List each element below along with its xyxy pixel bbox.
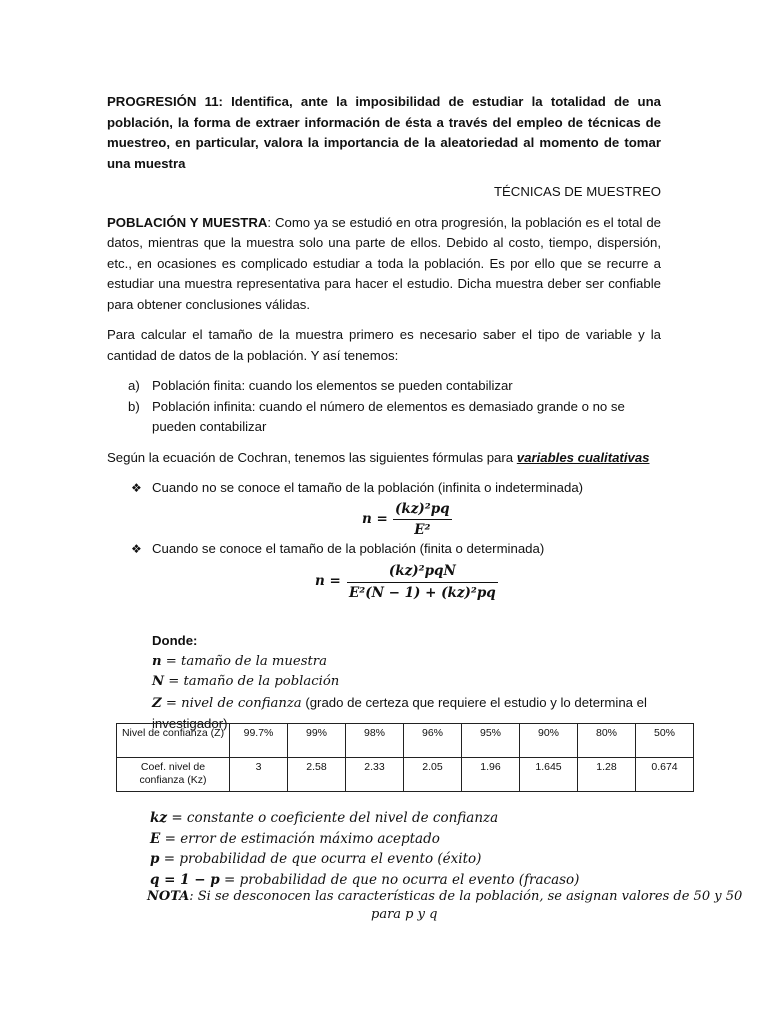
table-row-label: Nivel de confianza (Z) xyxy=(117,724,230,758)
population-type-list xyxy=(107,376,661,438)
table-row-label: Coef. nivel de confianza (Kz) xyxy=(117,758,230,792)
table-cell: 96% xyxy=(404,724,462,758)
calcular-paragraph: Para calcular el tamaño de la muestra primero es necesario saber el tipo de variable y la cantidad de datos de la población. Y así tenemos: xyxy=(107,327,661,363)
table-cell: 80% xyxy=(578,724,636,758)
case-text: Cuando no se conoce el tamaño de la población (infinita o indeterminada) xyxy=(152,480,584,495)
nota-label: NOTA xyxy=(147,889,190,904)
nota-text: : Si se desconocen las características de la población, se asignan valores de 50 y 50 xyxy=(189,889,743,904)
confidence-table xyxy=(116,723,694,792)
poblacion-label: POBLACIÓN Y MUESTRA xyxy=(107,214,268,230)
formula-denominator: E²(N − 1) + (kz)²pq xyxy=(347,582,498,604)
table-cell: 2.58 xyxy=(288,758,346,792)
formula-numerator: (kz)²pqN xyxy=(388,563,456,579)
table-cell: 99% xyxy=(288,724,346,758)
definition: = error de estimación máximo aceptado xyxy=(160,830,440,847)
case-finite xyxy=(107,539,661,560)
nota-line xyxy=(147,887,767,907)
list-item xyxy=(107,376,661,397)
case-infinite xyxy=(107,478,661,499)
table-cell: 1.645 xyxy=(520,758,578,792)
donde-section xyxy=(107,631,661,736)
def-p xyxy=(150,849,768,870)
def-N xyxy=(152,672,661,693)
table-cell: 0.674 xyxy=(636,758,694,792)
def-n xyxy=(152,652,661,673)
table-cell: 1.28 xyxy=(578,758,636,792)
cochran-paragraph xyxy=(107,448,661,469)
formula-numerator: (kz)²pq xyxy=(395,500,450,517)
definition-extra: (grado de certeza que requiere el estudio y lo determina el investigador) xyxy=(152,694,647,731)
def-E xyxy=(150,829,768,850)
table-cell: 2.33 xyxy=(346,758,404,792)
formula-lhs: n = xyxy=(315,573,341,589)
definition: = nivel de confianza xyxy=(161,695,302,711)
list-item-text: Población finita: cuando los elementos se pueden contabilizar xyxy=(152,378,513,393)
section-heading: TÉCNICAS DE MUESTREO xyxy=(493,184,661,199)
symbol: kz xyxy=(150,810,168,826)
document-page xyxy=(107,92,661,736)
diamond-bullet-icon: ❖ xyxy=(131,541,142,556)
symbol: Z xyxy=(152,695,162,711)
table-cell: 90% xyxy=(520,724,578,758)
poblacion-text: : Como ya se estudió en otra progresión, la población es el total de datos, mientras que la muestra solo una parte de ellos. Debido al costo, tiempo, dispersión, etc., en ocasiones es complicado estudiar a toda la población. Es por ello que se recurre a estudiar una muestra representativa para hacer el estudio. Dicha muestra deber ser confiable para obtener conclusiones válidas. xyxy=(107,214,661,312)
list-item xyxy=(107,397,661,438)
table-cell: 2.05 xyxy=(404,758,462,792)
formula-denominator: E² xyxy=(393,519,452,541)
def-kz xyxy=(150,808,768,829)
table-row xyxy=(117,724,694,758)
diamond-bullet-icon: ❖ xyxy=(131,481,142,495)
table-cell: 95% xyxy=(462,724,520,758)
list-item-text: Población infinita: cuando el número de elementos es demasiado grande o no se pueden contabilizar xyxy=(152,398,625,434)
poblacion-paragraph xyxy=(107,213,661,316)
case-text: Cuando se conoce el tamaño de la población (finita o determinada) xyxy=(152,540,545,556)
table-cell: 98% xyxy=(346,724,404,758)
list-marker: b) xyxy=(128,398,140,414)
table-row xyxy=(117,758,694,792)
cochran-text: Según la ecuación de Cochran, tenemos las siguientes fórmulas para xyxy=(107,449,517,465)
nota-line-2: para p y q xyxy=(371,907,438,922)
table-cell: 1.96 xyxy=(462,758,520,792)
cochran-emphasis: variables cualitativas xyxy=(516,449,650,465)
symbol: N xyxy=(152,674,165,689)
symbol: q = 1 − p xyxy=(150,871,220,888)
symbol: E xyxy=(150,830,161,847)
list-marker: a) xyxy=(128,378,140,393)
table-cell: 50% xyxy=(636,724,694,758)
formula-fraction xyxy=(347,561,498,603)
progression-title: PROGRESIÓN 11: Identifica, ante la imposibilidad de estudiar la totalidad de una población, la forma de extraer información de ésta a través del empleo de técnicas de muestreo, en particular, valora la importancia de la aleatoriedad al momento de tomar una muestra xyxy=(107,94,661,171)
symbol: n xyxy=(152,653,162,669)
definition: = tamaño de la población xyxy=(164,674,340,689)
symbol: p xyxy=(150,851,160,867)
definitions-list xyxy=(150,808,768,890)
definition: = tamaño de la muestra xyxy=(161,653,327,669)
definition: = constante o coeficiente del nivel de confianza xyxy=(167,810,499,826)
definition: = probabilidad de que no ocurra el evento (fracaso) xyxy=(219,871,580,888)
table-cell: 99.7% xyxy=(230,724,288,758)
formula-fraction xyxy=(393,499,452,541)
table-cell: 3 xyxy=(230,758,288,792)
formula-lhs: n = xyxy=(362,510,388,527)
donde-heading: Donde: xyxy=(152,633,198,648)
formula-finite xyxy=(107,561,661,603)
definition: = probabilidad de que ocurra el evento (éxito) xyxy=(159,851,482,867)
formula-infinite xyxy=(107,499,661,539)
